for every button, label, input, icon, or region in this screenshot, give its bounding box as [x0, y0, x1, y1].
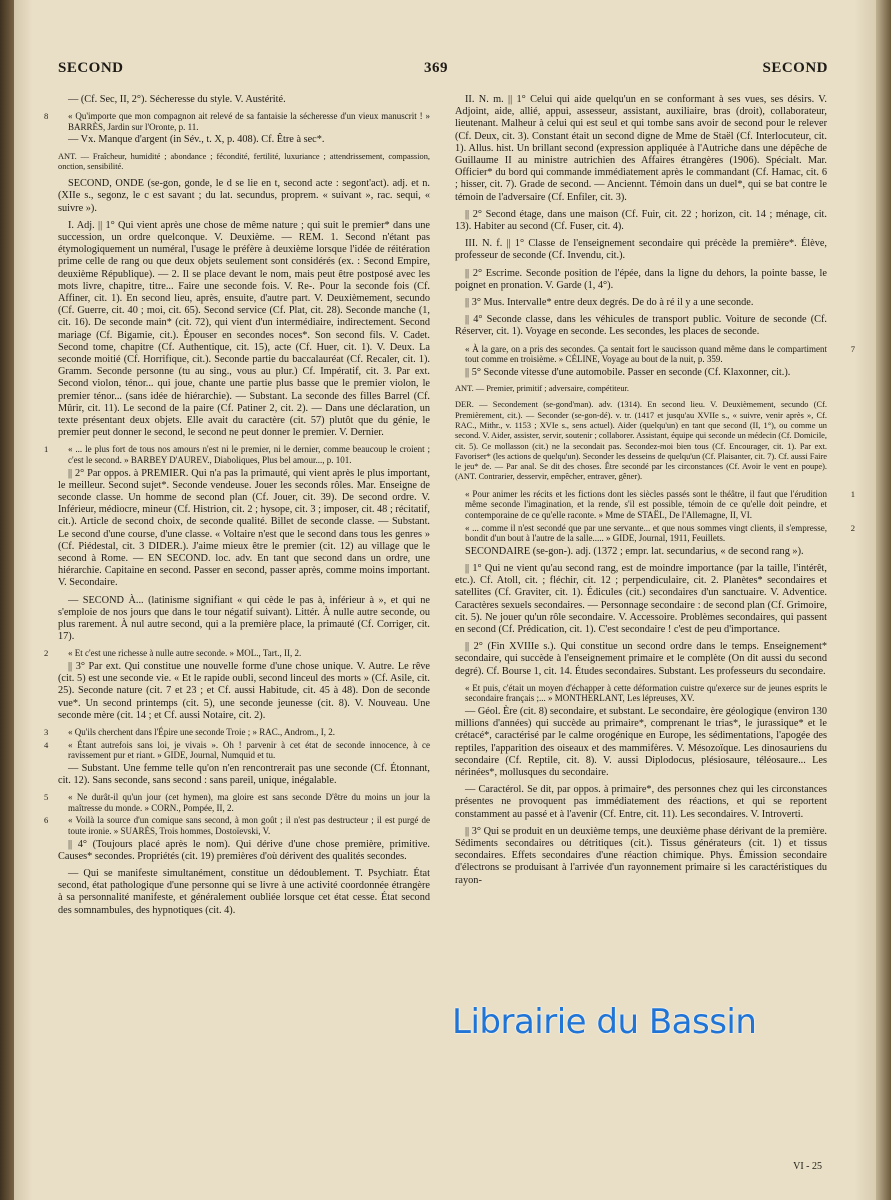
- citation-number: 7: [850, 343, 855, 354]
- definition-paragraph: [455, 546, 827, 558]
- block-text: || 5° Seconde vitesse d'une automobile. Passer en seconde (Cf. Klaxonner, cit.).: [465, 366, 791, 378]
- citation-number: 1: [44, 444, 49, 455]
- definition-paragraph: [58, 868, 430, 917]
- citation-quote: [465, 522, 855, 544]
- definition-paragraph: [58, 839, 430, 863]
- block-text: — Qui se manifeste simultanément, constitue un dédoublement. T. Psychiatr. État second, état pathologique d'une personne qui se livre à une activité coordonnée étrangère à sa personnalité manifeste, et généralement oubliée lorsque cet état cesse. État second des somnambules, des hypnotiques (cit. 4).: [58, 868, 430, 916]
- definition-paragraph: [455, 367, 827, 379]
- block-text: « Voilà la source d'un comique sans second, à mon goût ; il n'est pas destructeur ; il est purgé de toute ironie. » SUARÈS, Trois hommes, Dostoïevski, V.: [68, 815, 430, 837]
- citation-number: 6: [44, 815, 49, 826]
- definition-paragraph: [58, 134, 430, 146]
- block-text: || 3° Qui se produit en un deuxième temps, une deuxième phase dérivant de la première. Sédiments secondaires ou détritiques (cit.). Tissus générateurs (cit. 1) et tissus secondaires. Effets secondaires d'une réaction chimique. Phys. Émission secondaire d'électrons se produisant à l'arrivée d'un rayonnement primaire si les caractéristiques du rayon-: [455, 825, 827, 886]
- citation-number: 3: [44, 727, 49, 738]
- definition-paragraph: [455, 314, 827, 338]
- citation-quote: [465, 343, 855, 365]
- block-text: || 2° (Fin XVIIIe s.). Qui constitue un second ordre dans le temps. Enseignement* secondaire, qui succède à l'enseignement primaire et le complète (On dit aussi du second degré). Cf. Bourse 1, cit. 14. Études secondaires. Substant. Les professeurs du secondaire.: [455, 641, 827, 677]
- citation-number: 1: [850, 488, 855, 499]
- block-text: II. N. m. || 1° Celui qui aide quelqu'un en se conformant à ses vues, ses désirs. V. Adjoint, aide, allié, appui, assesseur, assistant, auxiliaire, bras (droit), collaborateur, lieutenant. Malheur à celui qui est seul et qui tombe sans avoir de second pour le relever (Cf. Deux, cit. 3). Constant était un second digne de Mme de Staël (Cf. Interlocuteur, cit. 1). Allus. hist. Un brillant second (expression appliquée à l'Autriche dans une dépêche de Guillaume II au ministre autrichien des Affaires étrangères (1906). Spécialt. Mar. Officier* du bord qui commande immédiatement après le commandant (Cf. Hamac, cit. 6 ; hisser, cit. 7). Grade de second. — Anciennt. Témoin dans un duel*, qui se bat contre le témoin de l'adversaire (Cf. Enfiler, cit. 3).: [455, 94, 827, 203]
- block-text: || 3° Par ext. Qui constitue une nouvelle forme d'une chose unique. V. Autre. Le rêve (cit. 5) est une seconde vie. « Et le rapide oubli, second linceul des morts » (Cf. Asile, cit. 25). Seconde nature (cit. 7 et 23 ; et Cf. aussi Habitude, cit. 45 à 48). Don de seconde vue*. Un second printemps (cit. 5), une seconde jeunesse (cit. 8). V. Nouveau. Une seconde mère (cit. 14 ; et Cf. aussi Notaire, cit. 2).: [58, 661, 430, 721]
- antonym-derivative-note: [455, 400, 827, 482]
- block-text: — Substant. Une femme telle qu'on n'en rencontrerait pas une seconde (Cf. Étonnant, cit. 12). Sans seconde, sans second : sans pareil, unique, inégalable.: [58, 762, 430, 787]
- citation-quote: [465, 683, 827, 704]
- block-text: — Caractérol. Se dit, par oppos. à primaire*, des personnes chez qui les circonstances présentes ne provoquent pas immédiatement des réactions, et qui se reportent constamment au passé et à l'avenir (Cf. Entre, cit. 11). Les secondaires. V. Introverti.: [455, 784, 827, 820]
- definition-paragraph: [455, 784, 827, 821]
- citation-number: 8: [44, 111, 49, 122]
- block-text: « Et puis, c'était un moyen d'échapper à cette déformation cuistre qu'exerce sur de jeunes esprits le secondaire français ;... » MONTHERLANT, Les lépreuses, XV.: [465, 682, 827, 704]
- block-text: || 4° (Toujours placé après le nom). Qui dérive d'une chose première, primitive. Causes* secondes. Propriétés (cit. 19) premières d'où dérivent des qualités secondes.: [58, 838, 430, 862]
- block-text: I. Adj. || 1° Qui vient après une chose de même nature ; qui suit le premier* dans une succession, un ordre quelconque. V. Deuxième. — REM. 1. Second n'étant pas étymologiquement un numéral, l'usage le préfère à deuxième lorsque l'idée de réitération prime celle de rang ou que deux objets seulement sont considérés (ex. : Second Empire, deuxième République). — 2. Il se place devant le nom, mais peut être postposé avec les mots livre, chapitre, titre... Faire une seconde fois. V. Re-. Pour la seconde fois (Cf. Affiner, cit. 1). En second lieu, après, ensuite, d'autre part. V. Deuxièmement, secundo (Cf. Guerre, cit. 40 ; moi, cit. 65). Second service (Cf. Plat, cit. 28). Seconde manche (1, cit. 16). De seconde main* (cit. 72), qui vient d'un intermédiaire, indirectement. Second mariage (Cf. Bigamie, cit.). Épouser en secondes noces*. Son second fils. V. Cadet. Second tome, chapitre (Cf. Authentique, cit. 15), acte (Cf. Huer, cit. 1). V. Deux. La seconde moitié (Cf. Horrifique, cit.). Seconde partie du baccalauréat (Cf. Recaler, cit. 1). Gramm. Seconde personne (tu au sing., vous au plur.) Cf. Impératif, cit. 3. Par ext. Second violon, ténor... qui joue, chante une partie plus basse que le premier violon, le premier ténor... (sans idée de hiérarchie). — Substant. La seconde des filles Barrel (Cf. Mûrir, cit. 11). Le second de la paire (Cf. Patiner 2, cit. 2). — Dans une déclaration, un texte présentant deux objets. Elle avait du caractère (cit. 57) plutôt que du génie, le premier peut donner le second, le second ne peut donner le premier. V. Dernier.: [58, 219, 430, 439]
- definition-paragraph: [455, 297, 827, 309]
- citation-quote: [44, 727, 430, 738]
- running-head-right: SECOND: [762, 60, 828, 76]
- definition-paragraph: [455, 209, 827, 233]
- block-text: — Géol. Ère (cit. 8) secondaire, et substant. Le secondaire, ère géologique (environ 130 millions d'années) qui succède au primaire*, comprenant le trias*, le jurassique* et le crétacé*, caractérisé par le calme orogénique en Europe, les sédimentations, l'apogée des reptiles, l'apparition des oiseaux et des mammifères. V. Mésozoïque. Les dinosauriens du secondaire (Cf. Reptile, cit. 8). V. aussi Diplodocus, plésiosaure, téléosaure... Les nérinées*, mollusques du secondaire.: [455, 705, 827, 778]
- block-text: « Et c'est une richesse à nulle autre seconde. » MOL., Tart., II, 2.: [68, 648, 302, 659]
- block-text: ANT. — Fraîcheur, humidité ; abondance ; fécondité, fertilité, luxuriance ; attendrissement, compassion, onction, sensibilité.: [58, 151, 430, 171]
- block-text: || 3° Mus. Intervalle* entre deux degrés. De do à ré il y a une seconde.: [465, 297, 754, 309]
- signature-mark: VI - 25: [793, 1161, 822, 1172]
- block-text: « ... le plus fort de tous nos amours n'est ni le premier, ni le dernier, comme beaucoup le croient ; c'est le second. » BARBEY D'AUREV., Diaboliques, Plus bel amour..., p. 101.: [68, 444, 430, 466]
- block-text: || 2° Escrime. Seconde position de l'épée, dans la ligne du dehors, la pointe basse, le poignet en pronation. V. Garde (1, 4°).: [455, 267, 827, 291]
- page-edge: [876, 0, 891, 1200]
- page-number: 369: [424, 60, 448, 76]
- block-text: « Qu'importe que mon compagnon ait relevé de sa fantaisie la sécheresse d'un vieux manuscrit ! » BARRÈS, Jardin sur l'Oronte, p. 11.: [68, 111, 430, 132]
- definition-paragraph: [455, 238, 827, 262]
- right-column: [455, 94, 855, 892]
- definition-paragraph: [455, 826, 827, 887]
- citation-quote: [44, 444, 430, 466]
- block-text: III. N. f. || 1° Classe de l'enseignement secondaire qui précède la première*. Élève, professeur de seconde (Cf. Invendu, cit.).: [455, 238, 827, 262]
- citation-number: 2: [44, 648, 49, 659]
- block-text: SECOND, ONDE (se-gon, gonde, le d se lie en t, second acte : segont'act). adj. et n. (XIIe s., segonz, le c est savant ; du lat. secundus, proprem. « suivant », rac. sequi, « suivre »).: [58, 178, 430, 214]
- block-text: — (Cf. Sec, II, 2°). Sécheresse du style. V. Austérité.: [68, 94, 286, 105]
- definition-paragraph: [455, 706, 827, 779]
- citation-quote: [465, 488, 855, 521]
- definition-paragraph: [58, 763, 430, 787]
- block-text: || 2° Second étage, dans une maison (Cf. Fuir, cit. 22 ; horizon, cit. 14 ; ménage, cit. 13). Habiter au second (Cf. Fuser, cit. 4).: [455, 208, 827, 233]
- block-text: || 4° Seconde classe, dans les véhicules de transport public. Voiture de seconde (Cf. Réserver, cit. 1). Voyage en seconde. Les secondes, les places de seconde.: [455, 314, 827, 338]
- block-text: « Ne durât-il qu'un jour (cet hymen), ma gloire est sans seconde D'être du moins un jour la maîtresse du monde. » CORN., Pompée, II, 2.: [68, 792, 430, 813]
- book-spine: [0, 0, 14, 1200]
- block-text: || 1° Qui ne vient qu'au second rang, est de moindre importance (par la taille, l'intérêt, etc.). Cf. Atoll, cit. ; fléchir, cit. 12 ; perpendiculaire, cit. 2. Planètes* secondaires et satellites (Cf. Graviter, cit. 1). Édicules (cit.) secondaires d'un sanctuaire. V. Adventice. Caractères sexuels secondaires. — Personnage secondaire : de second plan (Cf. Grimoire, cit. 5). Ne jouer qu'un rôle secondaire. V. Accessoire. Problèmes secondaires, qui passent en second (Cf. Prédication, cit. 1). C'est secondaire ! c'est de peu d'importance.: [455, 562, 827, 635]
- block-text: « À la gare, on a pris des secondes. Ça sentait fort le saucisson quand même dans le compartiment tout comme en troisième. » CÉLINE, Voyage au bout de la nuit, p. 359.: [465, 343, 827, 365]
- definition-paragraph: [455, 563, 827, 636]
- definition-paragraph: [58, 595, 430, 644]
- block-text: « Qu'ils cherchent dans l'Épire une seconde Troie ; » RAC., Androm., I, 2.: [68, 727, 335, 738]
- antonym-derivative-note: [455, 384, 827, 394]
- citation-quote: [44, 111, 430, 132]
- definition-paragraph: [58, 661, 430, 722]
- left-column: [44, 94, 430, 922]
- block-text: DER. — Secondement (se-gond'man). adv. (1314). En second lieu. V. Deuxièmement, secundo (Cf. Premièrement, cit.). — Seconder (se-gon-dé). v. tr. (1417 et jusqu'au XVIIe s., « suivre, venir après », Cf. RAC., Mithr., v. 1153 ; XVIe s., sens actuel). Aider (quelqu'un) en tant que second (II, 1°), ou comme un second. V. Aider, assister, servir, soutenir ; collaborer. Assistant, équipe qui seconde un médecin (Cf. Domicile, cit. 5). Ce mollasson (cit.) ne la secondait pas. Secondez-moi bien tous (Cf. Encourager, cit. 1). Par ext. Favoriser* (les actions de quelqu'un). Seconder les desseins de quelqu'un (Cf. Plaisanter, cit. 7). Cf. aussi Faire le jeu* de. — Par anal. Se dit des choses. Être secondé par les circonstances (Cf. Avoir le vent en poupe). (ANT. Contrarier, desservir, empêcher, entraver, gêner).: [455, 400, 827, 482]
- definition-paragraph: [455, 94, 827, 204]
- watermark: Librairie du Bassin: [452, 1002, 757, 1042]
- definition-paragraph: [58, 220, 430, 440]
- citation-number: 4: [44, 739, 49, 750]
- definition-paragraph: [58, 178, 430, 215]
- block-text: « Étant autrefois sans loi, je vivais ». Oh ! parvenir à cet état de seconde innocence, à ce ravissement pur et riant. » GIDE, Journal, Numquid et tu.: [68, 739, 430, 761]
- block-text: — SECOND À... (latinisme signifiant « qui cède le pas à, inférieur à », et qui ne s'emploie de nos jours que dans le tour négatif suivant). Littér. À nulle autre seconde, ou plus rarement. À nul autre second, qui a la première place, la primauté (Cf. Corriger, cit. 17).: [58, 594, 430, 643]
- block-text: || 2° Par oppos. à PREMIER. Qui n'a pas la primauté, qui vient après le plus important, le meilleur. Second sujet*. Seconde vendeuse. Jouer les seconds rôles. Mar. Enseigne de seconde classe. Un homme de second plan (Cf. Jouer, cit. 39). De second ordre. V. Inférieur, médiocre, mineur (Cf. Histrion, cit. 2 ; hysope, cit. 3 ; imposer, cit. 48 ; récitatif, cit.). Article de second choix, de seconde qualité. Billet de seconde classe. — Substant. Le second d'une course, d'une classe. « Voltaire n'est que le second dans tous les genres » (Cf. Piédestal, cit. 3 DIDER.). J'aime mieux être le premier (cit. 12) au village que le second à Rome. — EN SECOND. loc. adv. En tant que second dans un ordre, une hiérarchie. Capitaine en second. Passer en second, passer après, comme moins important. V. Secondaire.: [58, 467, 430, 589]
- definition-paragraph: [455, 268, 827, 292]
- citation-quote: [44, 792, 430, 813]
- definition-paragraph: [58, 94, 430, 106]
- citation-number: 2: [850, 522, 855, 533]
- block-text: ANT. — Premier, primitif ; adversaire, compétiteur.: [455, 384, 629, 394]
- antonym-derivative-note: [58, 152, 430, 173]
- block-text: « Pour animer les récits et les fictions dont les siècles passés sont le théâtre, il faut que l'érudition même seconde l'imagination, et la rende, s'il est possible, témoin de ce qu'elle doit peindre, et contemporaine de ce qu'elle raconte. » Mme de STAËL, De l'Allemagne, II, VI.: [465, 488, 827, 520]
- citation-number: 5: [44, 792, 49, 803]
- citation-quote: [44, 815, 430, 837]
- block-text: « ... comme il n'est secondé que par une servante... et que nous sommes vingt clients, il s'empresse, bondit d'un bout à l'autre de la salle..... » GIDE, Journal, 1911, Feuillets.: [465, 522, 827, 544]
- citation-quote: [44, 648, 430, 659]
- running-head-left: SECOND: [58, 60, 124, 76]
- definition-paragraph: [455, 641, 827, 678]
- definition-paragraph: [58, 468, 430, 590]
- citation-quote: [44, 739, 430, 761]
- block-text: — Vx. Manque d'argent (in Sév., t. X, p. 408). Cf. Être à sec*.: [68, 134, 325, 146]
- block-text: SECONDAIRE (se-gon-). adj. (1372 ; empr. lat. secundarius, « de second rang »).: [465, 545, 804, 557]
